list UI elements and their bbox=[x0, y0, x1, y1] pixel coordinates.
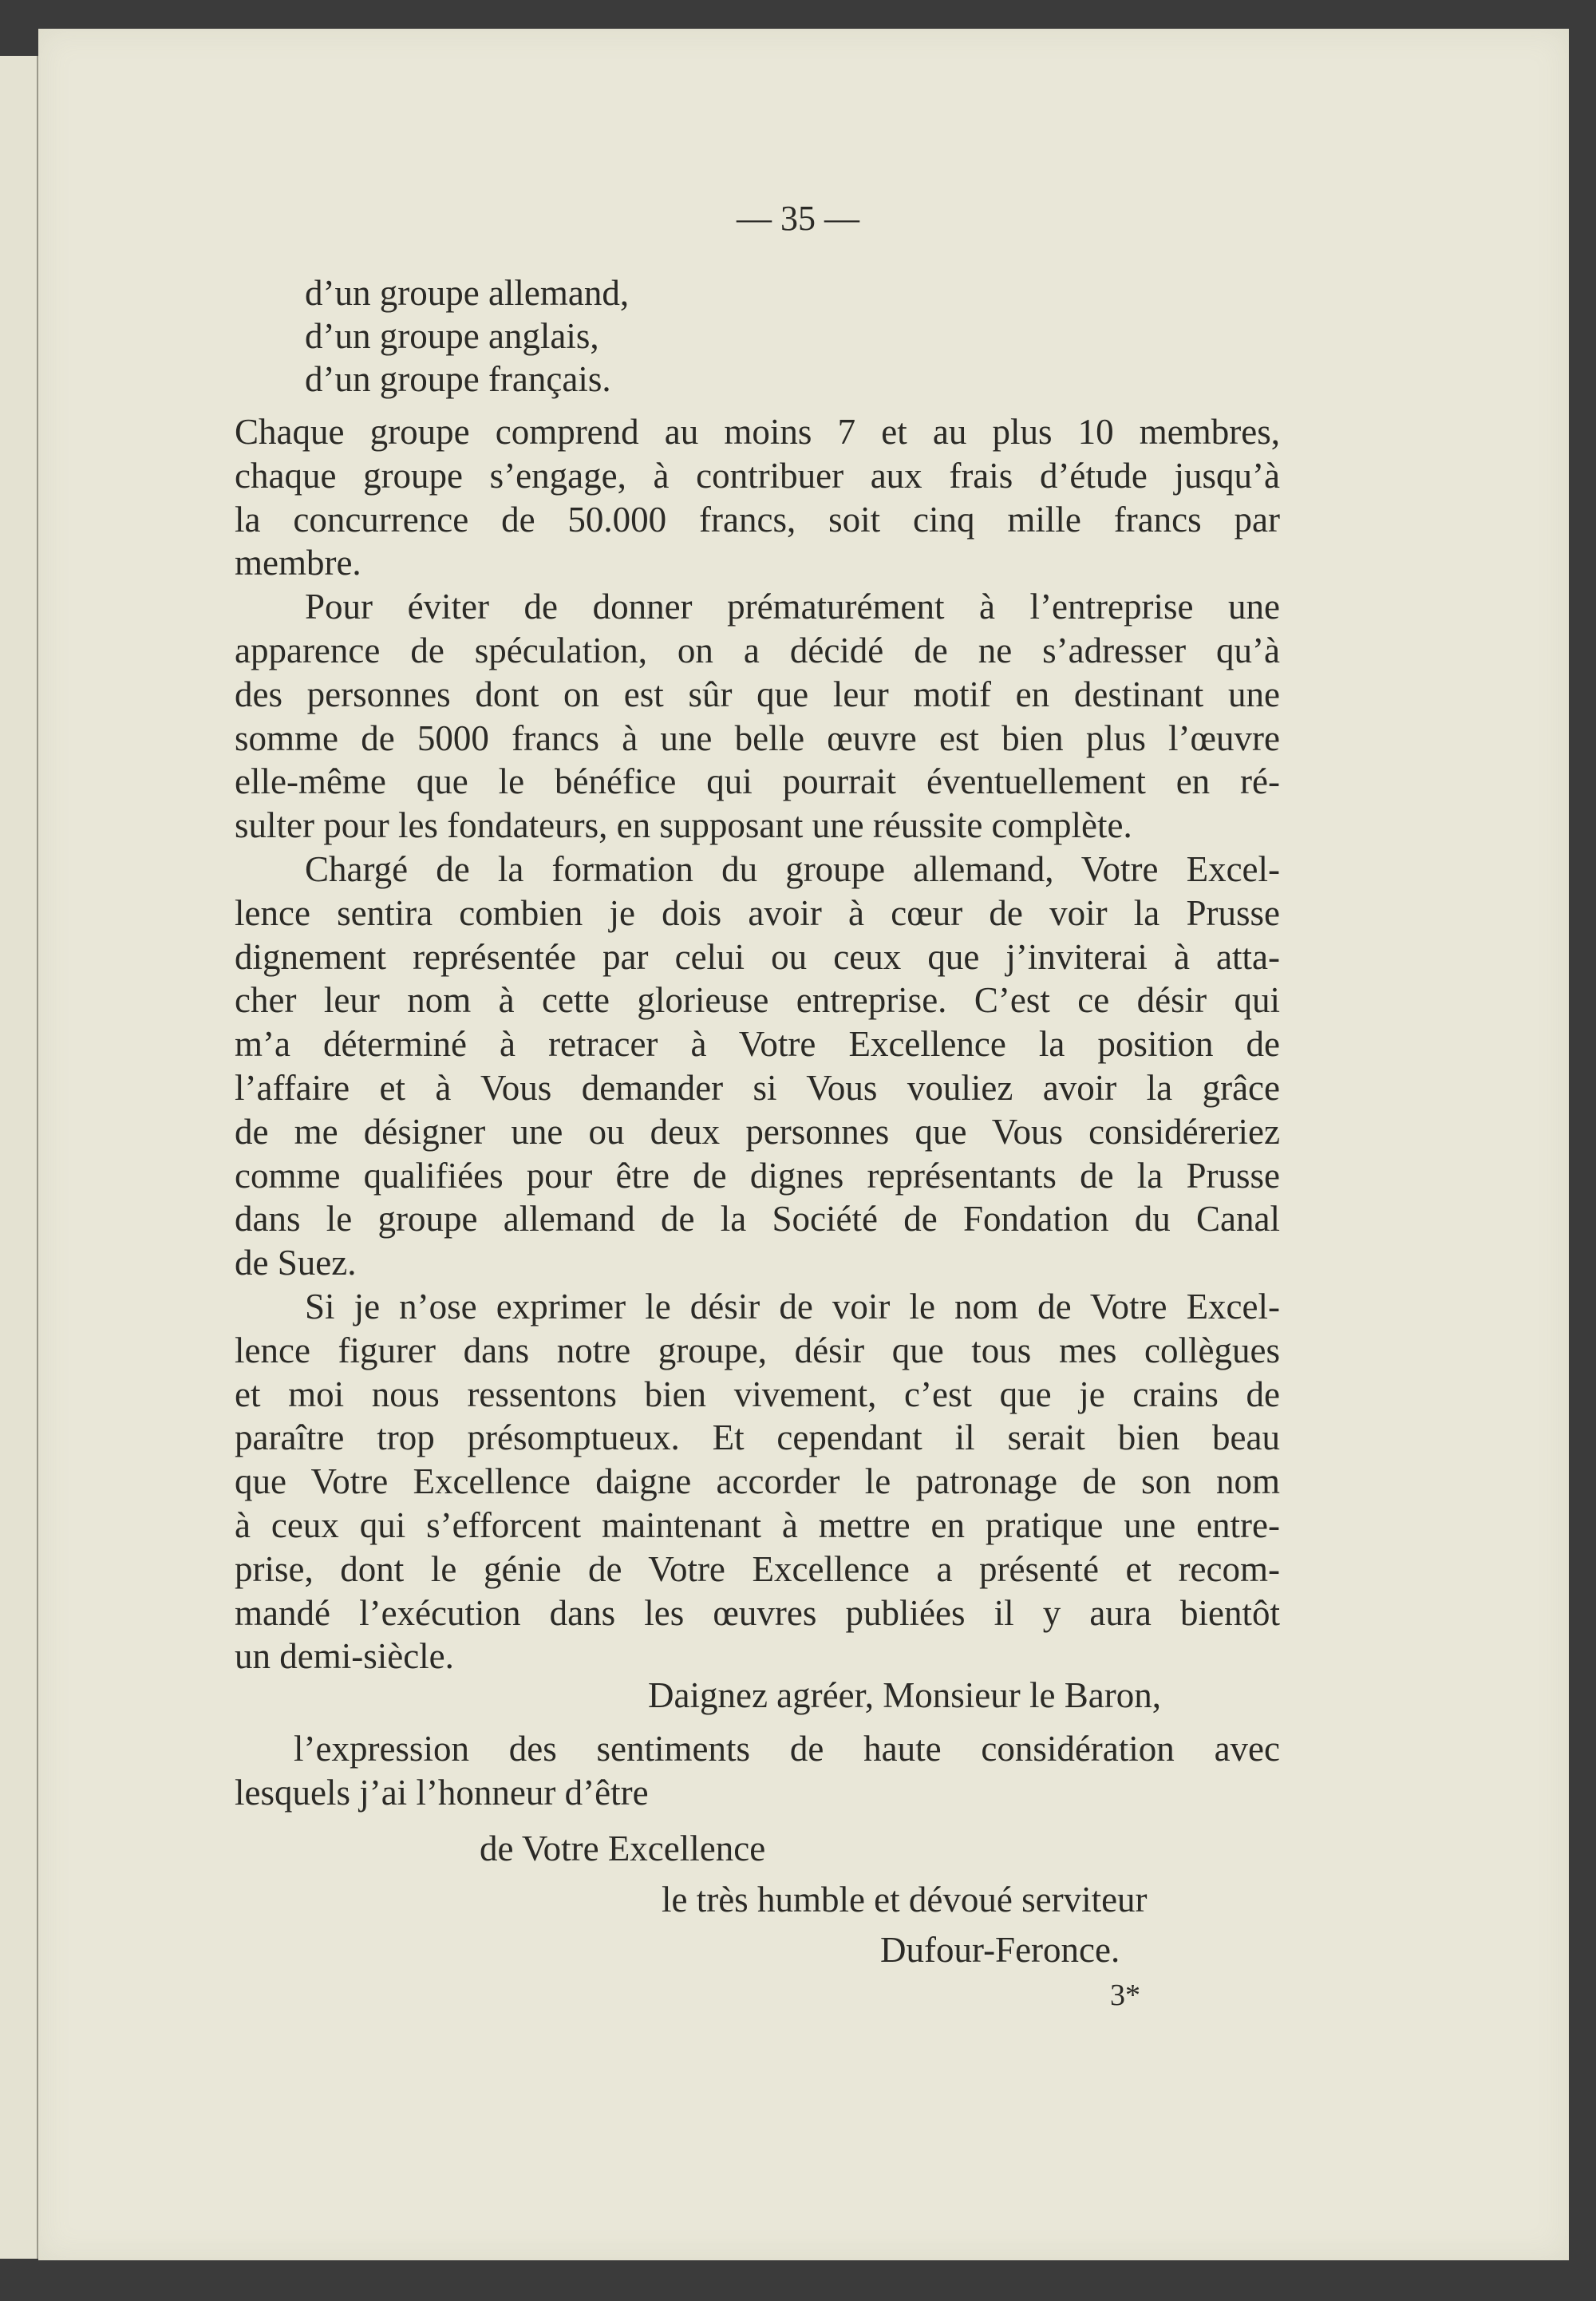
text-line: Pour éviter de donner prématurément à l’entreprise une bbox=[305, 587, 1280, 627]
text-line: à ceux qui s’efforcent maintenant à mettre en pratique une entre- bbox=[235, 1504, 1280, 1545]
page-number: — 35 — bbox=[737, 199, 859, 238]
printer-signature-mark: 3* bbox=[1110, 1979, 1140, 2012]
closing-expression-line: l’expression des sentiments de haute considération avec bbox=[294, 1729, 1280, 1769]
text-line: membre. bbox=[235, 543, 361, 583]
text-line: que Votre Excellence daigne accorder le patronage de son nom bbox=[235, 1461, 1280, 1502]
text-line: comme qualifiées pour être de dignes représentants de la Prusse bbox=[235, 1155, 1280, 1196]
text-line: de me désigner une ou deux personnes que Vous considéreriez bbox=[235, 1111, 1280, 1152]
closing-expression bbox=[235, 1727, 1280, 1815]
paragraph bbox=[235, 1285, 1280, 1678]
group-list-item: d’un groupe allemand, bbox=[305, 273, 630, 313]
text-line: somme de 5000 francs à une belle œuvre est bien plus l’œuvre bbox=[235, 718, 1280, 758]
letter-body bbox=[235, 410, 1280, 1678]
text-line: de Suez. bbox=[235, 1243, 357, 1283]
text-line: des personnes dont on est sûr que leur motif en destinant une bbox=[235, 674, 1280, 714]
paragraph bbox=[235, 410, 1280, 585]
closing-expression-line: lesquels j’ai l’honneur d’être bbox=[235, 1772, 649, 1813]
text-line: m’a déterminé à retracer à Votre Excellence la position de bbox=[235, 1024, 1280, 1065]
text-line: Chargé de la formation du groupe allemand, Votre Excel- bbox=[305, 848, 1280, 889]
group-list bbox=[305, 271, 629, 401]
previous-page-edge bbox=[0, 56, 38, 2259]
text-line: cher leur nom à cette glorieuse entreprise. C’est ce désir qui bbox=[235, 980, 1280, 1021]
text-line: apparence de spéculation, on a décidé de ne s’adresser qu’à bbox=[235, 630, 1280, 670]
text-line: dignement représentée par celui ou ceux que j’inviterai à atta- bbox=[235, 936, 1280, 977]
paragraph bbox=[235, 585, 1280, 848]
text-line: prise, dont le génie de Votre Excellence a présenté et recom- bbox=[235, 1548, 1280, 1589]
text-line: un demi-siècle. bbox=[235, 1636, 454, 1677]
closing-de-votre-excellence: de Votre Excellence bbox=[480, 1829, 766, 1868]
text-line: Si je n’ose exprimer le désir de voir le nom de Votre Excel- bbox=[305, 1286, 1280, 1326]
text-line: la concurrence de 50.000 francs, soit cinq mille francs par bbox=[235, 499, 1280, 540]
closing-servant: le très humble et dévoué serviteur bbox=[662, 1880, 1148, 1919]
text-line: lence figurer dans notre groupe, désir que tous mes collègues bbox=[235, 1330, 1280, 1370]
text-line: sulter pour les fondateurs, en supposant une réussite complète. bbox=[235, 805, 1132, 846]
text-line: lence sentira combien je dois avoir à cœur de voir la Prusse bbox=[235, 892, 1280, 933]
signature-name: Dufour-Feronce. bbox=[880, 1930, 1120, 1970]
text-line: l’affaire et à Vous demander si Vous vouliez avoir la grâce bbox=[235, 1067, 1280, 1108]
text-line: elle-même que le bénéfice qui pourrait éventuellement en ré- bbox=[235, 761, 1280, 802]
group-list-item: d’un groupe français. bbox=[305, 359, 611, 399]
text-line: Chaque groupe comprend au moins 7 et au plus 10 membres, bbox=[235, 412, 1280, 452]
text-line: chaque groupe s’engage, à contribuer aux frais d’étude jusqu’à bbox=[235, 455, 1280, 496]
text-line: mandé l’exécution dans les œuvres publiées il y aura bientôt bbox=[235, 1592, 1280, 1633]
paragraph bbox=[235, 848, 1280, 1285]
group-list-item: d’un groupe anglais, bbox=[305, 316, 599, 356]
text-line: paraître trop présomptueux. Et cependant il serait bien beau bbox=[235, 1417, 1280, 1458]
text-line: dans le groupe allemand de la Société de Fondation du Canal bbox=[235, 1199, 1280, 1239]
closing-salutation: Daignez agréer, Monsieur le Baron, bbox=[648, 1675, 1161, 1715]
text-line: et moi nous ressentons bien vivement, c’est que je crains de bbox=[235, 1374, 1280, 1414]
